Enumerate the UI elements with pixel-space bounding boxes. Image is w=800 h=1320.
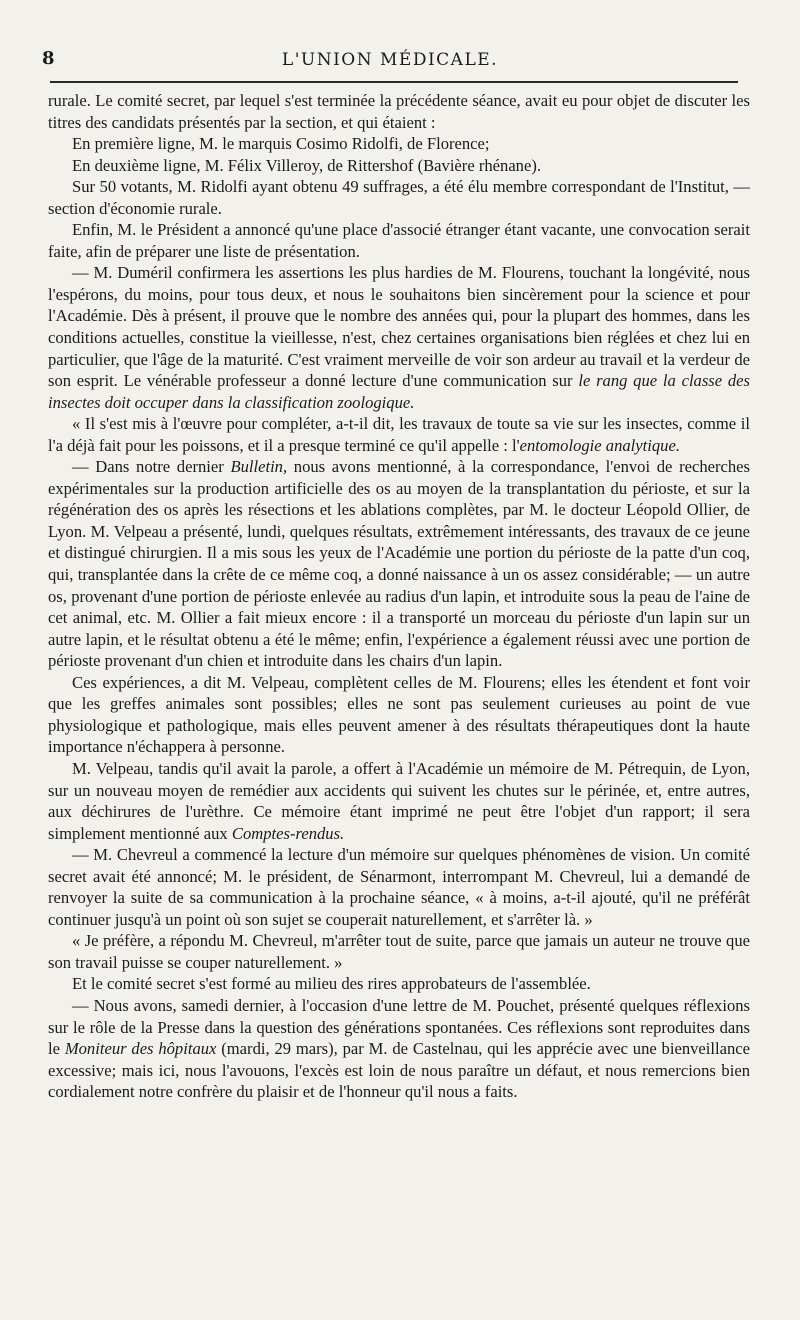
paragraph: En deuxième ligne, M. Félix Villeroy, de Rittershof (Bavière rhénane). xyxy=(72,155,542,175)
page-number: 8 xyxy=(42,48,55,69)
paragraph: En première ligne, M. le marquis Cosimo Ridolfi, de Florence; xyxy=(72,134,490,154)
page-header xyxy=(42,48,738,74)
paragraph: Sur 50 votants, M. Ridolfi ayant obtenu 49 suffrages, a été élu membre correspondant de l'Institut, — section d'économie rurale. xyxy=(48,177,750,218)
paragraph: — Dans notre dernier Bulletin, nous avons mentionné, à la correspondance, l'envoi de recherches expérimentales sur la production artificielle des os au moyen de la transplantation du périoste, et sur la régénération des os après les résections et les ablations complètes, par M. le docteur Léopold Ollier, de Lyon. M. Velpeau a présenté, lundi, quelques résultats, extrêmement intéressants, des travaux de ce jeune et distingué chirurgien. Il a mis sous les yeux de l'Académie une portion du périoste de la patte d'un coq, qui, transplantée dans la crête de ce même coq, a donné naissance à un os assez considérable; — un autre os, provenant d'une portion de périoste enlevée au radius d'un lapin, et introduite sous la peau de l'aine de cet animal, etc. M. Ollier a fait mieux encore : il a transporté un morceau du périoste d'un lapin sur un autre lapin, et le résultat obtenu a été le même; enfin, l'expérience a également réussi avec une portion de périoste provenant d'un chien et introduite dans les chairs d'un lapin. xyxy=(48,457,750,671)
paragraph: — M. Chevreul a commencé la lecture d'un mémoire sur quelques phénomènes de vision. Un comité secret avait été annoncé; M. le président, de Sénarmont, interrompant M. Chevreul, lui a demandé de renvoyer la suite de sa communication à la prochaine séance, « à moins, a-t-il ajouté, qu'il ne préférât continuer jusqu'à un point où son sujet se couperait naturellement, et s'arrêter là. » xyxy=(48,845,750,929)
article-body xyxy=(48,90,750,1103)
paragraph: — Nous avons, samedi dernier, à l'occasion d'une lettre de M. Pouchet, présenté quelques réflexions sur le rôle de la Presse dans la question des générations spontanées. Ces réflexions sont reproduites dans le Moniteur des hôpitaux (mardi, 29 mars), par M. de Castelnau, qui les apprécie avec une bienveillance excessive; mais ici, nous l'avouons, l'excès est loin de nous paraître un défaut, et nous remercions bien cordialement notre confrère du plaisir et de l'honneur qu'il nous a faits. xyxy=(48,995,751,1102)
paragraph: Et le comité secret s'est formé au milieu des rires approbateurs de l'assemblée. xyxy=(72,974,591,994)
paragraph: Enfin, M. le Président a annoncé qu'une place d'associé étranger étant vacante, une convocation serait faite, afin de préparer une liste de présentation. xyxy=(48,220,750,261)
paragraph: « Il s'est mis à l'œuvre pour compléter, a-t-il dit, les travaux de toute sa vie sur les insectes, comme il l'a déjà fait pour les poissons, et il a presque terminé ce qu'il appelle : l'entomologie analytique. xyxy=(48,414,750,455)
paragraph: « Je préfère, a répondu M. Chevreul, m'arrêter tout de suite, parce que jamais un auteur ne trouve que son travail puisse se couper naturellement. » xyxy=(48,931,750,972)
paragraph: Ces expériences, a dit M. Velpeau, complètent celles de M. Flourens; elles les étendent et font voir que les greffes animales sont possibles; elles ne sont pas seulement curieuses au point de vue physiologique et pathologique, mais elles peuvent amener à des résultats thérapeutiques dont la haute importance n'échappera à personne. xyxy=(48,672,750,757)
running-title: L'UNION MÉDICALE. xyxy=(281,50,499,70)
paragraph: rurale. Le comité secret, par lequel s'est terminée la précédente séance, avait eu pour objet de discuter les titres des candidats présentés par la section, et qui étaient : xyxy=(48,91,750,132)
paragraph: M. Velpeau, tandis qu'il avait la parole, a offert à l'Académie un mémoire de M. Pétrequin, de Lyon, sur un nouveau moyen de remédier aux accidents qui suivent les chutes sur le périnée, et, entre autres, aux déchirures de l'urèthre. Ce mémoire étant imprimé ne peut être l'objet d'un rapport; il sera simplement mentionné aux Comptes-rendus. xyxy=(48,758,750,843)
header-rule xyxy=(50,81,738,83)
paragraph: — M. Duméril confirmera les assertions les plus hardies de M. Flourens, touchant la longévité, nous l'espérons, du moins, pour tous deux, et nous le souhaitons bien sincèrement pour la science et pour l'Académie. Dès à présent, il prouve que le nombre des années qui, pour la plupart des hommes, dans les conditions actuelles, constitue la vieillesse, n'est, chez certaines organisations bien réglées et chez lui en particulier, que l'âge de la maturité. C'est vraiment merveille de voir son ardeur au travail et la verdeur de son esprit. Le vénérable professeur a donné lecture d'une communication sur le rang que la classe des insectes doit occuper dans la classification zoologique. xyxy=(48,263,751,412)
